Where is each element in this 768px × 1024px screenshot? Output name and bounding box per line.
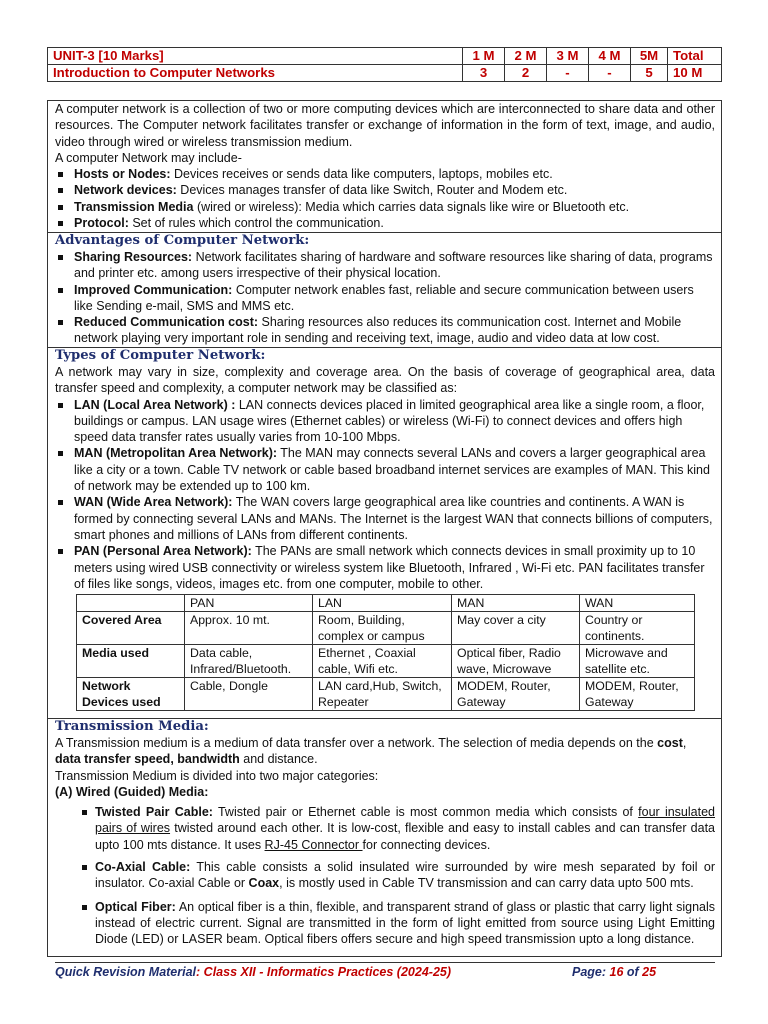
table-header-cell: MAN	[452, 595, 580, 612]
table-cell: Covered Area	[77, 612, 185, 645]
table-row	[77, 645, 695, 678]
table-row	[77, 612, 695, 645]
table-header-row	[77, 595, 695, 612]
header-row-1	[48, 48, 722, 65]
intro-paragraph: A computer network is a collection of two or more computing devices which are interconnected to share data and other resources. The Computer network facilitates transfer or exchange of information in the form of text, image, and audio, video through wired or wireless transmission medium.	[55, 102, 715, 149]
page-footer: Quick Revision Material: Class XII - Informatics Practices (2024-25) Page: 16 of 25	[55, 962, 715, 981]
unit-title: UNIT-3 [10 Marks]	[48, 48, 463, 65]
col-2m: 2 M	[505, 48, 547, 65]
table-cell: MODEM, Router, Gateway	[580, 678, 695, 711]
unit-header-table	[47, 47, 722, 82]
content-box	[47, 100, 722, 957]
advantages-list	[55, 249, 715, 347]
types-heading: Types of Computer Network:	[55, 348, 266, 363]
advantages-section	[48, 232, 721, 347]
val-4m: -	[589, 65, 631, 82]
val-3m: -	[547, 65, 589, 82]
table-cell: MODEM, Router, Gateway	[452, 678, 580, 711]
val-1m: 3	[463, 65, 505, 82]
list-item: Improved Communication: Computer network enables fast, reliable and secure communication between users like Sending e-mail, SMS and MMS etc.	[55, 282, 715, 315]
table-cell: Media used	[77, 645, 185, 678]
media-section	[48, 718, 721, 956]
types-list	[55, 397, 715, 593]
types-paragraph: A network may vary in size, complexity and coverage area. On the basis of coverage of geographical area, data transfer speed and complexity, a computer network may be classified as:	[55, 365, 715, 396]
wired-media-subheading: (A) Wired (Guided) Media:	[55, 784, 209, 799]
col-1m: 1 M	[463, 48, 505, 65]
table-cell: Ethernet , Coaxial cable, Wifi etc.	[313, 645, 452, 678]
header-row-2	[48, 65, 722, 82]
list-item: Reduced Communication cost: Sharing resources also reduces its communication cost. Internet and Mobile network playing very important role in sending and receiving text, image, audio and video data at low cost.	[55, 314, 715, 347]
table-cell: LAN card,Hub, Switch, Repeater	[313, 678, 452, 711]
col-3m: 3 M	[547, 48, 589, 65]
table-cell: Network Devices used	[77, 678, 185, 711]
list-item: WAN (Wide Area Network): The WAN covers large geographical area like countries and continents. A WAN is formed by connecting several LANs and MANs. The Internet is the largest WAN that connects billions of computers, smart phones and millions of LANs from different continents.	[55, 494, 715, 543]
list-item: Sharing Resources: Network facilitates sharing of hardware and software resources like sharing of data, programs and printer etc. among users irrespective of their physical location.	[55, 249, 715, 282]
table-header-cell: WAN	[580, 595, 695, 612]
val-5m: 5	[631, 65, 668, 82]
media-heading: Transmission Media:	[55, 719, 209, 734]
list-item: Twisted Pair Cable: Twisted pair or Ethernet cable is most common media which consists of four insulated pairs of wires twisted around each other. It is low-cost, flexible and easy to install cables and can transfer data upto 100 mts distance. It uses RJ-45 Connector for connecting devices.	[55, 804, 715, 853]
media-categories-text: Transmission Medium is divided into two major categories:	[55, 768, 379, 783]
types-section	[48, 347, 721, 718]
chapter-title: Introduction to Computer Networks	[48, 65, 463, 82]
intro-lead: A computer Network may include-	[55, 150, 242, 165]
page-number: Page: 16 of 25	[572, 965, 657, 979]
table-header-cell	[77, 595, 185, 612]
list-item: Co-Axial Cable: This cable consists a solid insulated wire surrounded by wire mesh separated by foil or insulator. Co-axial Cable or Coax, is mostly used in Cable TV transmission and can carry data upto 500 mts.	[55, 859, 715, 892]
intro-list	[55, 166, 715, 231]
table-cell: May cover a city	[452, 612, 580, 645]
list-item: Optical Fiber: An optical fiber is a thin, flexible, and transparent strand of glass or plastic that carry light signals instead of electric current. Signal are transmitted in the form of light emitted from source using Light Emitting Diode (LED) or LASER beam. Optical fibers offers secure and high speed transmission upto a long distance.	[55, 899, 715, 948]
intro-section	[48, 101, 721, 232]
wired-media-list	[55, 804, 715, 947]
list-item: MAN (Metropolitan Area Network): The MAN may connects several LANs and covers a larger geographical area like a city or a town. Cable TV network or cable based broadband internet services are examples of MAN. This kind of network may be extended up to 100 km.	[55, 445, 715, 494]
val-2m: 2	[505, 65, 547, 82]
table-header-cell: PAN	[185, 595, 313, 612]
table-cell: Microwave and satellite etc.	[580, 645, 695, 678]
table-cell: Data cable, Infrared/Bluetooth.	[185, 645, 313, 678]
table-cell: Room, Building, complex or campus	[313, 612, 452, 645]
table-cell: Country or continents.	[580, 612, 695, 645]
footer-label: Quick Revision Material	[55, 965, 197, 979]
list-item: Hosts or Nodes: Devices receives or sends data like computers, laptops, mobiles etc.	[55, 166, 715, 182]
footer-course: Class XII - Informatics Practices (2024-25)	[203, 965, 452, 979]
table-cell: Optical fiber, Radio wave, Microwave	[452, 645, 580, 678]
list-item: Network devices: Devices manages transfer of data like Switch, Router and Modem etc.	[55, 182, 715, 198]
network-comparison-table	[76, 594, 695, 711]
list-item: PAN (Personal Area Network): The PANs are small network which connects devices in small proximity up to 10 meters using wired USB connectivity or wireless system like Bluetooth, Infrared , Wi-Fi etc. PAN facilitates transfer of files like songs, videos, images etc. from one computer, mobile to other.	[55, 543, 715, 592]
col-4m: 4 M	[589, 48, 631, 65]
table-cell: Approx. 10 mt.	[185, 612, 313, 645]
media-paragraph: A Transmission medium is a medium of data transfer over a network. The selection of media depends on the cost, data transfer speed, bandwidth and distance.	[55, 736, 687, 767]
list-item: LAN (Local Area Network) : LAN connects devices placed in limited geographical area like a single room, a floor, buildings or campus. LAN usage wires (Ethernet cables) or wireless (Wi-Fi) to connect devices and offers high speed data transfer rates usually varies from 10-100 Mbps.	[55, 397, 715, 446]
table-row	[77, 678, 695, 711]
list-item: Protocol: Set of rules which control the communication.	[55, 215, 715, 231]
table-cell: Cable, Dongle	[185, 678, 313, 711]
list-item: Transmission Media (wired or wireless): Media which carries data signals like wire or Bluetooth etc.	[55, 199, 715, 215]
col-5m: 5M	[631, 48, 668, 65]
col-total: Total	[668, 48, 722, 65]
advantages-heading: Advantages of Computer Network:	[55, 233, 310, 248]
table-header-cell: LAN	[313, 595, 452, 612]
val-total: 10 M	[668, 65, 722, 82]
